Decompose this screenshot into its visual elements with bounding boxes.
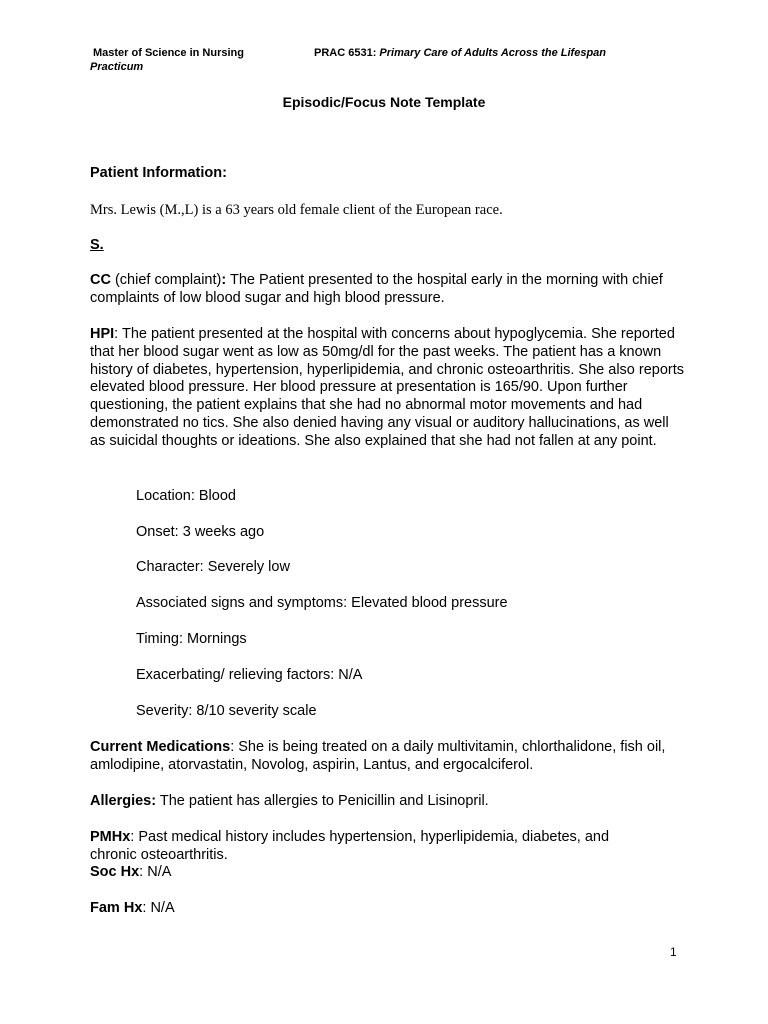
course-title: Primary Care of Adults Across the Lifespan bbox=[379, 47, 607, 59]
cc-label: CC bbox=[90, 272, 111, 288]
allergies-paragraph bbox=[90, 793, 690, 811]
hpi-text: : The patient presented at the hospital with concerns about hypoglycemia. She reported that her blood sugar went as low as 50mg/dl for the past weeks. The patient has a known history of diabetes, hypertension, hyperlipidemia, and chronic osteoarthritis. She also reports elevated blood pressure. Her blood pressure at presentation is 165/90. Upon further questioning, the patient explains that she had no abnormal motor movements and had demonstrated no tics. She also denied having any visual or auditory hallucinations, as well as suicidal thoughts or ideations. She also explained that she had not fallen at any point. bbox=[90, 326, 685, 449]
hpi-label: HPI bbox=[90, 326, 115, 342]
hpi-item-associated: Associated signs and symptoms: Elevated blood pressure bbox=[136, 595, 508, 611]
header-program-line2: Practicum bbox=[90, 61, 144, 73]
hpi-paragraph bbox=[90, 326, 685, 451]
document-title: Episodic/Focus Note Template bbox=[282, 94, 486, 110]
cc-text: The Patient presented to the hospital early in the morning with chief complaints of low blood sugar and high blood pressure. bbox=[90, 272, 663, 306]
fam-hx-text: : N/A bbox=[142, 900, 175, 916]
header-program-line1: Master of Science in Nursing bbox=[93, 47, 244, 59]
hpi-item-character: Character: Severely low bbox=[136, 559, 290, 575]
cc-paren: (chief complaint) bbox=[110, 272, 222, 288]
soc-hx-label: Soc Hx bbox=[90, 864, 140, 880]
pmhx-text: : Past medical history includes hypertension, hyperlipidemia, diabetes, and chronic osteoarthritis. bbox=[90, 829, 610, 863]
subjective-heading: S. bbox=[90, 237, 104, 253]
soc-hx-text: : N/A bbox=[139, 864, 172, 880]
header-program bbox=[93, 46, 244, 60]
hpi-item-severity: Severity: 8/10 severity scale bbox=[136, 703, 317, 719]
pmhx-paragraph bbox=[90, 829, 650, 865]
hpi-item-exacerbating: Exacerbating/ relieving factors: N/A bbox=[136, 667, 363, 683]
fam-hx-line bbox=[90, 900, 690, 918]
hpi-item-onset: Onset: 3 weeks ago bbox=[136, 524, 265, 540]
hpi-item-location: Location: Blood bbox=[136, 488, 236, 504]
course-code: PRAC 6531: bbox=[314, 47, 377, 59]
soc-hx-line bbox=[90, 864, 690, 882]
cc-colon: : bbox=[221, 272, 227, 288]
medications-paragraph bbox=[90, 739, 678, 775]
patient-info-heading: Patient Information: bbox=[90, 165, 227, 181]
patient-info-text: Mrs. Lewis (M.,L) is a 63 years old female client of the European race. bbox=[90, 202, 503, 218]
medications-label: Current Medications bbox=[90, 739, 231, 755]
allergies-text: The patient has allergies to Penicillin and Lisinopril. bbox=[156, 793, 489, 809]
allergies-label: Allergies: bbox=[90, 793, 157, 809]
fam-hx-label: Fam Hx bbox=[90, 900, 143, 916]
page-number: 1 bbox=[670, 945, 677, 959]
hpi-item-timing: Timing: Mornings bbox=[136, 631, 247, 647]
cc-paragraph bbox=[90, 272, 675, 308]
pmhx-label: PMHx bbox=[90, 829, 131, 845]
header-course bbox=[314, 46, 606, 60]
medications-text: : She is being treated on a daily multivitamin, chlorthalidone, fish oil, amlodipine, atorvastatin, Novolog, aspirin, Lantus, and ergocalciferol. bbox=[90, 739, 666, 773]
